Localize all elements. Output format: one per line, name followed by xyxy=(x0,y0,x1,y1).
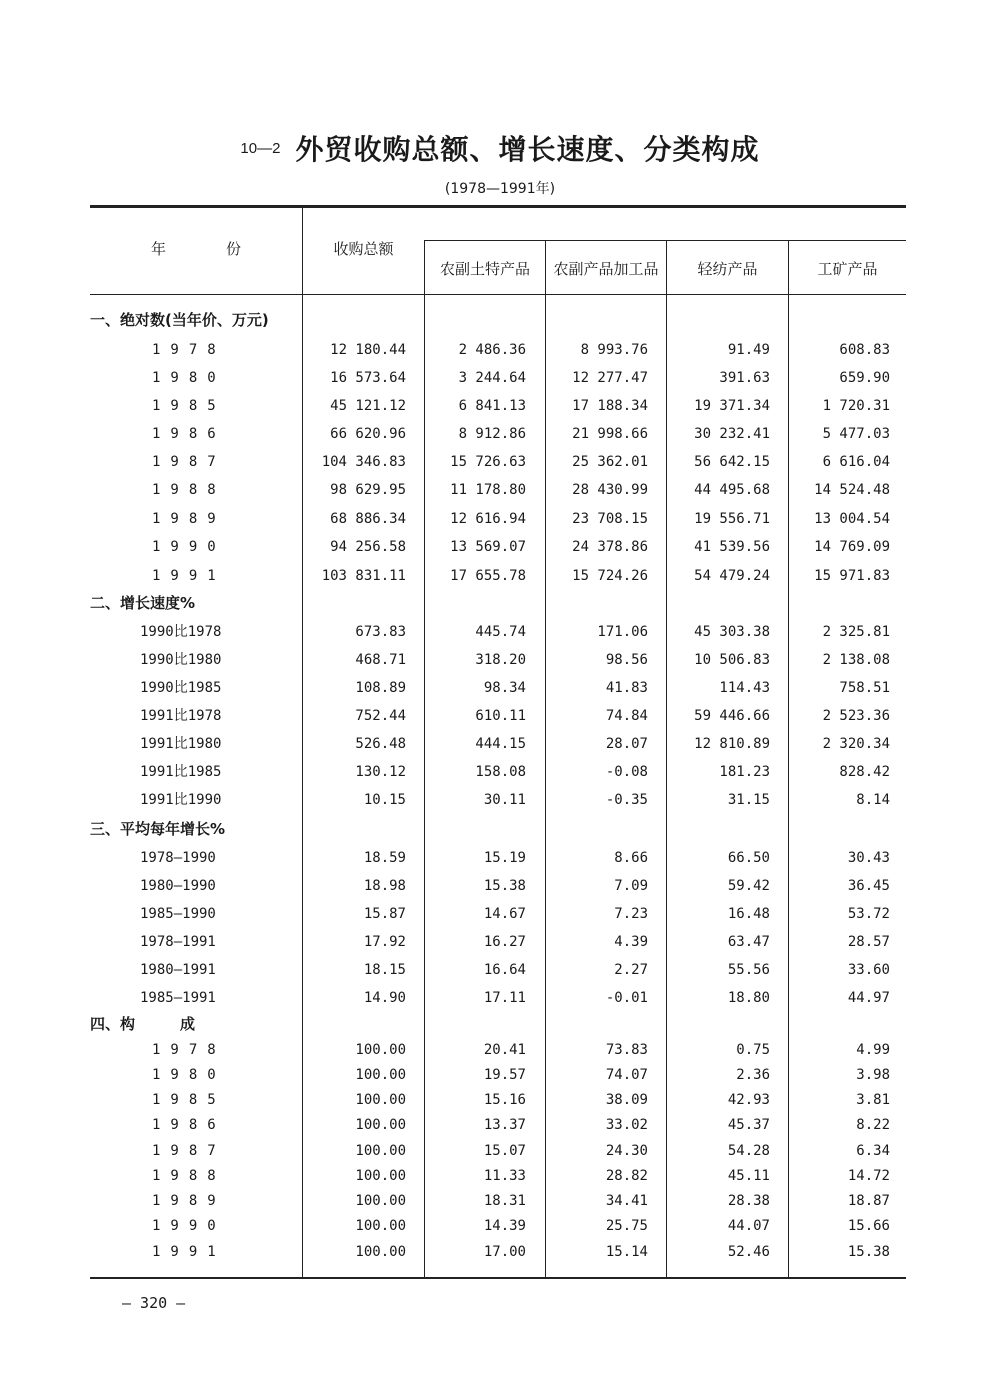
cell-total: 108.89 xyxy=(355,680,406,696)
table-row xyxy=(0,986,1000,1010)
cell-agri-special: 15.07 xyxy=(483,1143,526,1159)
row-label: 1980 xyxy=(152,370,226,386)
cell-agri-processed: -0.08 xyxy=(605,764,648,780)
table-row xyxy=(0,676,1000,700)
row-label: 1991 xyxy=(152,568,226,584)
cell-total: 10.15 xyxy=(363,792,406,808)
cell-light-textile: 59.42 xyxy=(727,878,770,894)
cell-agri-processed: 28 430.99 xyxy=(572,482,648,498)
cell-agri-special: 20.41 xyxy=(483,1042,526,1058)
cell-agri-special: 17.11 xyxy=(483,990,526,1006)
table-row xyxy=(0,1063,1000,1087)
cell-agri-processed: 15.14 xyxy=(605,1244,648,1260)
table-row xyxy=(0,958,1000,982)
cell-total: 103 831.11 xyxy=(321,568,406,584)
page-number: — 320 — xyxy=(122,1294,186,1312)
cell-total: 66 620.96 xyxy=(330,426,406,442)
cell-agri-special: 3 244.64 xyxy=(458,370,526,386)
row-label: 1988 xyxy=(152,482,226,498)
cell-agri-processed: 171.06 xyxy=(597,624,648,640)
cell-light-textile: 181.23 xyxy=(719,764,770,780)
cell-industrial-mining: 15.66 xyxy=(847,1218,890,1234)
section-title-absolute: 一、绝对数(当年价、万元) xyxy=(90,311,269,329)
header-col-industrial-mining: 工矿产品 xyxy=(817,260,878,278)
cell-agri-processed: 74.07 xyxy=(605,1067,648,1083)
cell-total: 14.90 xyxy=(363,990,406,1006)
cell-agri-special: 158.08 xyxy=(475,764,526,780)
cell-agri-processed: -0.01 xyxy=(605,990,648,1006)
cell-total: 100.00 xyxy=(355,1042,406,1058)
cell-industrial-mining: 1 720.31 xyxy=(822,398,890,414)
cell-industrial-mining: 2 138.08 xyxy=(822,652,890,668)
cell-industrial-mining: 14.72 xyxy=(847,1168,890,1184)
cell-light-textile: 54 479.24 xyxy=(694,568,770,584)
header-col-light-textile: 轻纺产品 xyxy=(697,260,758,278)
cell-agri-special: 15 726.63 xyxy=(450,454,526,470)
cell-agri-special: 17.00 xyxy=(483,1244,526,1260)
cell-light-textile: 41 539.56 xyxy=(694,539,770,555)
cell-total: 100.00 xyxy=(355,1143,406,1159)
header-bottom-rule xyxy=(90,294,906,295)
cell-industrial-mining: 6 616.04 xyxy=(822,454,890,470)
table-row xyxy=(0,564,1000,588)
cell-light-textile: 19 371.34 xyxy=(694,398,770,414)
cell-agri-special: 8 912.86 xyxy=(458,426,526,442)
table-row xyxy=(0,394,1000,418)
cell-total: 100.00 xyxy=(355,1067,406,1083)
header-year: 年 份 xyxy=(150,240,241,258)
row-label: 1990比1978 xyxy=(140,624,222,640)
cell-light-textile: 56 642.15 xyxy=(694,454,770,470)
row-label: 1985 xyxy=(152,1092,226,1108)
table-row xyxy=(0,930,1000,954)
cell-industrial-mining: 2 523.36 xyxy=(822,708,890,724)
table-row xyxy=(0,1139,1000,1163)
row-label: 1980 xyxy=(152,1067,226,1083)
table-row xyxy=(0,1038,1000,1062)
cell-light-textile: 45.11 xyxy=(727,1168,770,1184)
cell-agri-special: 2 486.36 xyxy=(458,342,526,358)
top-rule xyxy=(90,205,906,208)
table-title xyxy=(0,128,1000,168)
row-label: 1980—1990 xyxy=(140,878,216,894)
cell-industrial-mining: 2 325.81 xyxy=(822,624,890,640)
cell-agri-processed: 73.83 xyxy=(605,1042,648,1058)
cell-industrial-mining: 13 004.54 xyxy=(814,511,890,527)
table-row xyxy=(0,846,1000,870)
cell-agri-special: 16.64 xyxy=(483,962,526,978)
cell-light-textile: 63.47 xyxy=(727,934,770,950)
table-row xyxy=(0,478,1000,502)
cell-total: 468.71 xyxy=(355,652,406,668)
cell-total: 68 886.34 xyxy=(330,511,406,527)
cell-agri-processed: 17 188.34 xyxy=(572,398,648,414)
cell-total: 104 346.83 xyxy=(321,454,406,470)
table-row xyxy=(0,902,1000,926)
cell-agri-special: 16.27 xyxy=(483,934,526,950)
cell-agri-special: 17 655.78 xyxy=(450,568,526,584)
cell-total: 130.12 xyxy=(355,764,406,780)
cell-light-textile: 44 495.68 xyxy=(694,482,770,498)
cell-total: 94 256.58 xyxy=(330,539,406,555)
table-row xyxy=(0,507,1000,531)
cell-agri-special: 318.20 xyxy=(475,652,526,668)
cell-agri-processed: 25.75 xyxy=(605,1218,648,1234)
cell-total: 15.87 xyxy=(363,906,406,922)
cell-agri-special: 19.57 xyxy=(483,1067,526,1083)
cell-industrial-mining: 33.60 xyxy=(847,962,890,978)
cell-agri-processed: 8.66 xyxy=(614,850,648,866)
table-row xyxy=(0,1113,1000,1137)
row-label: 1990 xyxy=(152,539,226,555)
cell-light-textile: 59 446.66 xyxy=(694,708,770,724)
cell-industrial-mining: 828.42 xyxy=(839,764,890,780)
cell-industrial-mining: 53.72 xyxy=(847,906,890,922)
row-label: 1985—1991 xyxy=(140,990,216,1006)
table-row xyxy=(0,1164,1000,1188)
cell-total: 16 573.64 xyxy=(330,370,406,386)
cell-total: 673.83 xyxy=(355,624,406,640)
cell-industrial-mining: 659.90 xyxy=(839,370,890,386)
cell-agri-processed: 98.56 xyxy=(605,652,648,668)
row-label: 1988 xyxy=(152,1168,226,1184)
cell-agri-processed: 28.07 xyxy=(605,736,648,752)
table-row xyxy=(0,1240,1000,1264)
cell-industrial-mining: 14 524.48 xyxy=(814,482,890,498)
row-label: 1986 xyxy=(152,426,226,442)
cell-light-textile: 52.46 xyxy=(727,1244,770,1260)
cell-agri-special: 445.74 xyxy=(475,624,526,640)
row-label: 1991比1980 xyxy=(140,736,222,752)
cell-agri-processed: 24.30 xyxy=(605,1143,648,1159)
cell-agri-special: 610.11 xyxy=(475,708,526,724)
cell-industrial-mining: 28.57 xyxy=(847,934,890,950)
header-total: 收购总额 xyxy=(333,240,394,258)
cell-agri-special: 13 569.07 xyxy=(450,539,526,555)
section-title-structure: 四、构 成 xyxy=(90,1015,196,1033)
table-row xyxy=(0,450,1000,474)
cell-light-textile: 391.63 xyxy=(719,370,770,386)
cell-agri-processed: 12 277.47 xyxy=(572,370,648,386)
header-col-agri-special: 农副土特产品 xyxy=(439,260,530,278)
row-label: 1980—1991 xyxy=(140,962,216,978)
row-label: 1986 xyxy=(152,1117,226,1133)
cell-agri-processed: -0.35 xyxy=(605,792,648,808)
cell-agri-special: 15.16 xyxy=(483,1092,526,1108)
table-subtitle: (1978—1991年) xyxy=(444,181,556,197)
cell-agri-processed: 8 993.76 xyxy=(580,342,648,358)
cell-industrial-mining: 15 971.83 xyxy=(814,568,890,584)
cell-industrial-mining: 758.51 xyxy=(839,680,890,696)
cell-agri-processed: 7.23 xyxy=(614,906,648,922)
table-number: 10—2 xyxy=(240,139,281,157)
cell-agri-special: 18.31 xyxy=(483,1193,526,1209)
cell-industrial-mining: 44.97 xyxy=(847,990,890,1006)
cell-agri-processed: 4.39 xyxy=(614,934,648,950)
table-row xyxy=(0,535,1000,559)
cell-light-textile: 54.28 xyxy=(727,1143,770,1159)
cell-light-textile: 2.36 xyxy=(736,1067,770,1083)
row-label: 1990比1985 xyxy=(140,680,222,696)
cell-industrial-mining: 8.14 xyxy=(856,792,890,808)
cell-light-textile: 45.37 xyxy=(727,1117,770,1133)
cell-total: 100.00 xyxy=(355,1193,406,1209)
row-label: 1991 xyxy=(152,1244,226,1260)
cell-industrial-mining: 18.87 xyxy=(847,1193,890,1209)
cell-light-textile: 28.38 xyxy=(727,1193,770,1209)
table-title-text: 外贸收购总额、增长速度、分类构成 xyxy=(295,133,760,166)
table-row xyxy=(0,338,1000,362)
cell-industrial-mining: 14 769.09 xyxy=(814,539,890,555)
cell-agri-special: 11 178.80 xyxy=(450,482,526,498)
cell-light-textile: 45 303.38 xyxy=(694,624,770,640)
cell-agri-processed: 24 378.86 xyxy=(572,539,648,555)
cell-agri-special: 14.67 xyxy=(483,906,526,922)
bottom-rule xyxy=(90,1277,906,1279)
cell-agri-processed: 28.82 xyxy=(605,1168,648,1184)
row-label: 1985 xyxy=(152,398,226,414)
cell-agri-special: 30.11 xyxy=(483,792,526,808)
cell-light-textile: 12 810.89 xyxy=(694,736,770,752)
cell-light-textile: 31.15 xyxy=(727,792,770,808)
cell-agri-processed: 34.41 xyxy=(605,1193,648,1209)
cell-industrial-mining: 2 320.34 xyxy=(822,736,890,752)
cell-total: 100.00 xyxy=(355,1092,406,1108)
cell-industrial-mining: 5 477.03 xyxy=(822,426,890,442)
cell-agri-processed: 2.27 xyxy=(614,962,648,978)
cell-agri-special: 15.19 xyxy=(483,850,526,866)
cell-light-textile: 18.80 xyxy=(727,990,770,1006)
cell-industrial-mining: 3.98 xyxy=(856,1067,890,1083)
cell-light-textile: 91.49 xyxy=(727,342,770,358)
cell-total: 98 629.95 xyxy=(330,482,406,498)
cell-agri-processed: 38.09 xyxy=(605,1092,648,1108)
cell-light-textile: 19 556.71 xyxy=(694,511,770,527)
cell-total: 17.92 xyxy=(363,934,406,950)
table-row xyxy=(0,704,1000,728)
cell-total: 18.59 xyxy=(363,850,406,866)
cell-total: 45 121.12 xyxy=(330,398,406,414)
row-label: 1978 xyxy=(152,342,226,358)
row-label: 1990比1980 xyxy=(140,652,222,668)
table-row xyxy=(0,788,1000,812)
table-row xyxy=(0,366,1000,390)
table-row xyxy=(0,874,1000,898)
row-label: 1978—1991 xyxy=(140,934,216,950)
cell-light-textile: 66.50 xyxy=(727,850,770,866)
cell-total: 18.15 xyxy=(363,962,406,978)
table-row xyxy=(0,648,1000,672)
header-col-agri-processed: 农副产品加工品 xyxy=(553,260,659,278)
row-label: 1978—1990 xyxy=(140,850,216,866)
cell-light-textile: 0.75 xyxy=(736,1042,770,1058)
cell-industrial-mining: 4.99 xyxy=(856,1042,890,1058)
cell-agri-processed: 21 998.66 xyxy=(572,426,648,442)
cell-agri-processed: 74.84 xyxy=(605,708,648,724)
row-label: 1985—1990 xyxy=(140,906,216,922)
row-label: 1991比1985 xyxy=(140,764,222,780)
cell-agri-special: 11.33 xyxy=(483,1168,526,1184)
cell-agri-special: 12 616.94 xyxy=(450,511,526,527)
cell-industrial-mining: 8.22 xyxy=(856,1117,890,1133)
cell-industrial-mining: 30.43 xyxy=(847,850,890,866)
cell-agri-processed: 7.09 xyxy=(614,878,648,894)
table-row xyxy=(0,422,1000,446)
cell-agri-processed: 33.02 xyxy=(605,1117,648,1133)
cell-total: 100.00 xyxy=(355,1168,406,1184)
row-label: 1991比1990 xyxy=(140,792,222,808)
cell-total: 526.48 xyxy=(355,736,406,752)
cell-agri-special: 444.15 xyxy=(475,736,526,752)
cell-industrial-mining: 6.34 xyxy=(856,1143,890,1159)
cell-light-textile: 42.93 xyxy=(727,1092,770,1108)
cell-total: 18.98 xyxy=(363,878,406,894)
table-row xyxy=(0,760,1000,784)
table-row xyxy=(0,1214,1000,1238)
row-label: 1991比1978 xyxy=(140,708,222,724)
cell-light-textile: 16.48 xyxy=(727,906,770,922)
row-label: 1990 xyxy=(152,1218,226,1234)
table-row xyxy=(0,1189,1000,1213)
cell-industrial-mining: 15.38 xyxy=(847,1244,890,1260)
cell-industrial-mining: 608.83 xyxy=(839,342,890,358)
header-subrule xyxy=(424,240,906,241)
table-row xyxy=(0,1088,1000,1112)
cell-agri-special: 6 841.13 xyxy=(458,398,526,414)
cell-agri-special: 13.37 xyxy=(483,1117,526,1133)
row-label: 1978 xyxy=(152,1042,226,1058)
section-title-growth: 二、增长速度% xyxy=(90,594,196,612)
cell-total: 100.00 xyxy=(355,1117,406,1133)
cell-agri-processed: 15 724.26 xyxy=(572,568,648,584)
row-label: 1987 xyxy=(152,454,226,470)
section-title-avg-growth: 三、平均每年增长% xyxy=(90,820,226,838)
cell-agri-special: 15.38 xyxy=(483,878,526,894)
cell-industrial-mining: 36.45 xyxy=(847,878,890,894)
table-row xyxy=(0,620,1000,644)
cell-light-textile: 114.43 xyxy=(719,680,770,696)
cell-light-textile: 10 506.83 xyxy=(694,652,770,668)
row-label: 1987 xyxy=(152,1143,226,1159)
cell-agri-special: 14.39 xyxy=(483,1218,526,1234)
cell-agri-processed: 25 362.01 xyxy=(572,454,648,470)
cell-light-textile: 44.07 xyxy=(727,1218,770,1234)
cell-total: 100.00 xyxy=(355,1244,406,1260)
cell-light-textile: 30 232.41 xyxy=(694,426,770,442)
cell-industrial-mining: 3.81 xyxy=(856,1092,890,1108)
cell-agri-processed: 23 708.15 xyxy=(572,511,648,527)
cell-total: 100.00 xyxy=(355,1218,406,1234)
row-label: 1989 xyxy=(152,1193,226,1209)
cell-total: 12 180.44 xyxy=(330,342,406,358)
row-label: 1989 xyxy=(152,511,226,527)
cell-total: 752.44 xyxy=(355,708,406,724)
cell-agri-special: 98.34 xyxy=(483,680,526,696)
cell-light-textile: 55.56 xyxy=(727,962,770,978)
cell-agri-processed: 41.83 xyxy=(605,680,648,696)
table-row xyxy=(0,732,1000,756)
